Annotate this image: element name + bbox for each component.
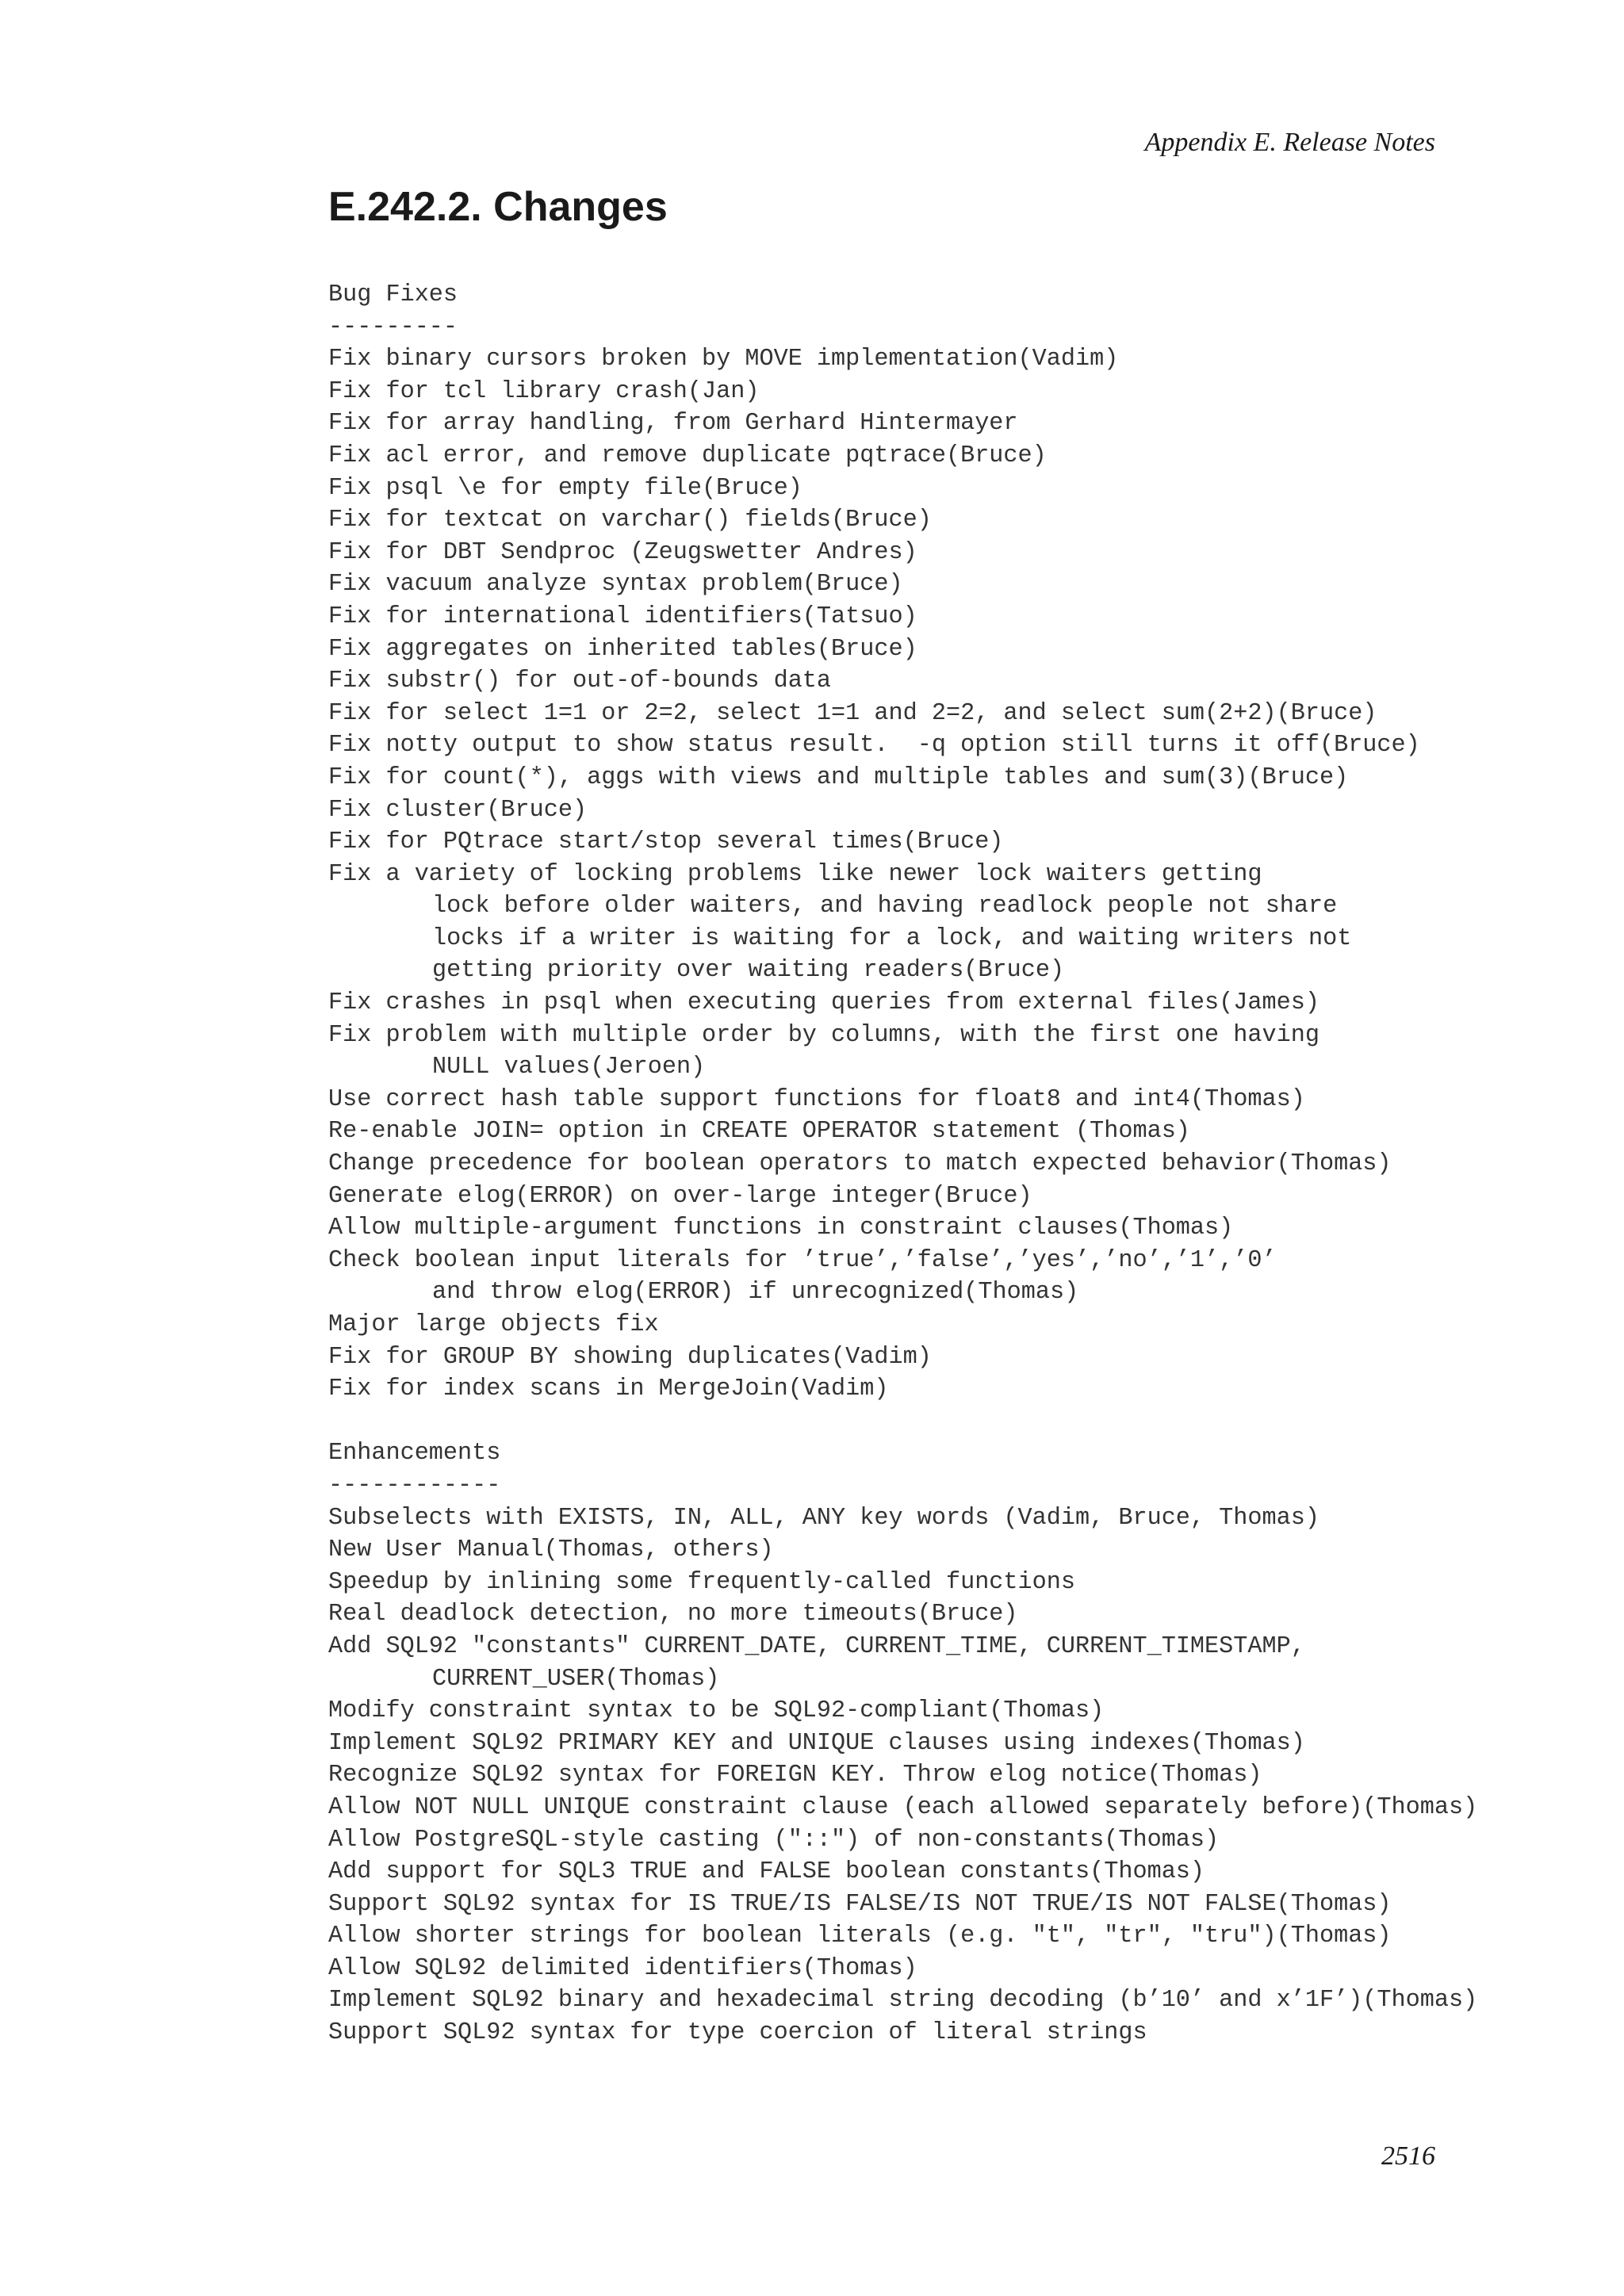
list-item-text: New User Manual(Thomas, others) bbox=[328, 1536, 774, 1564]
list-item bbox=[328, 440, 1477, 473]
list-item-text: Fix substr() for out-of-bounds data bbox=[328, 668, 832, 695]
list-item bbox=[328, 987, 1477, 1020]
list-item-continuation: and throw elog(ERROR) if unrecognized(Thomas) bbox=[432, 1279, 1079, 1307]
list-item-text: Recognize SQL92 syntax for FOREIGN KEY. Throw elog notice(Thomas) bbox=[328, 1762, 1262, 1789]
list-item bbox=[328, 1567, 1477, 1599]
list-item-text: Support SQL92 syntax for IS TRUE/IS FALSE/IS NOT TRUE/IS NOT FALSE(Thomas) bbox=[328, 1890, 1392, 1918]
list-item bbox=[328, 1984, 1477, 2017]
list-item-text: Fix binary cursors broken by MOVE implementation(Vadim) bbox=[328, 346, 1119, 373]
enhancements-heading: Enhancements bbox=[328, 1440, 501, 1468]
list-item bbox=[328, 1759, 1477, 1792]
list-item-text: Add support for SQL3 TRUE and FALSE boolean constants(Thomas) bbox=[328, 1858, 1205, 1886]
list-item-text: Fix for DBT Sendproc (Zeugswetter Andres) bbox=[328, 538, 917, 566]
list-item-text: Fix problem with multiple order by columns, with the first one having bbox=[328, 1021, 1320, 1049]
list-item bbox=[328, 1309, 1477, 1341]
list-item-text: Fix aggregates on inherited tables(Bruce) bbox=[328, 635, 917, 663]
list-item bbox=[328, 1373, 1477, 1406]
list-item bbox=[328, 1856, 1477, 1888]
list-item-text: Fix for tcl library crash(Jan) bbox=[328, 377, 760, 405]
list-item bbox=[328, 1728, 1477, 1760]
list-item-text: Check boolean input literals for ’true’,’false’,’yes’,’no’,’1’,’0’ bbox=[328, 1246, 1277, 1274]
list-item bbox=[328, 601, 1477, 633]
list-item-text: Fix a variety of locking problems like newer lock waiters getting bbox=[328, 860, 1262, 888]
list-item bbox=[328, 633, 1477, 666]
list-item-text: Allow multiple-argument functions in constraint clauses(Thomas) bbox=[328, 1215, 1234, 1242]
release-notes-body bbox=[328, 279, 1477, 2049]
list-item bbox=[328, 1181, 1477, 1213]
running-header: Appendix E. Release Notes bbox=[1144, 128, 1435, 157]
list-item-text: Support SQL92 syntax for type coercion of literal strings bbox=[328, 2019, 1147, 2047]
list-item-text: Fix for count(*), aggs with views and multiple tables and sum(3)(Bruce) bbox=[328, 763, 1349, 791]
list-item-text: Real deadlock detection, no more timeouts(Bruce) bbox=[328, 1601, 1018, 1628]
list-item bbox=[328, 1792, 1477, 1824]
list-item-text: Add SQL92 "constants" CURRENT_DATE, CURRENT_TIME, CURRENT_TIMESTAMP, bbox=[328, 1632, 1305, 1660]
list-item bbox=[328, 1148, 1477, 1181]
list-item-text: Major large objects fix bbox=[328, 1311, 659, 1338]
list-item bbox=[328, 504, 1477, 537]
list-item-continuation: lock before older waiters, and having readlock people not share bbox=[432, 893, 1338, 920]
list-item-text: Fix cluster(Bruce) bbox=[328, 796, 588, 824]
list-item bbox=[328, 1020, 1477, 1084]
list-item bbox=[328, 1245, 1477, 1309]
list-item-continuation: getting priority over waiting readers(Bruce) bbox=[432, 957, 1065, 985]
list-item-text: Speedup by inlining some frequently-called functions bbox=[328, 1568, 1076, 1596]
list-item-text: Generate elog(ERROR) on over-large integer(Bruce) bbox=[328, 1182, 1032, 1210]
list-item bbox=[328, 665, 1477, 698]
list-item-text: Fix notty output to show status result. -q option still turns it off(Bruce) bbox=[328, 732, 1420, 760]
bug-fixes-heading: Bug Fixes bbox=[328, 281, 458, 308]
list-item bbox=[328, 1631, 1477, 1695]
list-item-text: Allow PostgreSQL-style casting ("::") of non-constants(Thomas) bbox=[328, 1826, 1220, 1854]
list-item-text: Modify constraint syntax to be SQL92-compliant(Thomas) bbox=[328, 1697, 1105, 1725]
list-item-text: Fix vacuum analyze syntax problem(Bruce) bbox=[328, 571, 903, 599]
list-item bbox=[328, 729, 1477, 762]
list-item bbox=[328, 1502, 1477, 1535]
list-item bbox=[328, 1598, 1477, 1631]
list-item-continuation: locks if a writer is waiting for a lock, and waiting writers not bbox=[432, 924, 1352, 952]
list-item bbox=[328, 1212, 1477, 1245]
list-item-text: Fix for GROUP BY showing duplicates(Vadim) bbox=[328, 1343, 932, 1371]
list-item bbox=[328, 1888, 1477, 1921]
list-item-text: Implement SQL92 PRIMARY KEY and UNIQUE clauses using indexes(Thomas) bbox=[328, 1729, 1305, 1757]
list-item bbox=[328, 1953, 1477, 1985]
list-item bbox=[328, 859, 1477, 987]
list-item bbox=[328, 698, 1477, 730]
list-item-text: Allow NOT NULL UNIQUE constraint clause (each allowed separately before)(Thomas) bbox=[328, 1793, 1478, 1821]
page-number: 2516 bbox=[1381, 2141, 1435, 2171]
list-item bbox=[328, 762, 1477, 794]
list-item-text: Fix for select 1=1 or 2=2, select 1=1 and 2=2, and select sum(2+2)(Bruce) bbox=[328, 699, 1377, 727]
list-item-text: Allow shorter strings for boolean literals (e.g. "t", "tr", "tru")(Thomas) bbox=[328, 1923, 1392, 1950]
enhancements-list bbox=[328, 1502, 1477, 2049]
list-item bbox=[328, 1534, 1477, 1567]
list-item-text: Re-enable JOIN= option in CREATE OPERATOR statement (Thomas) bbox=[328, 1118, 1190, 1146]
list-item-text: Use correct hash table support functions for float8 and int4(Thomas) bbox=[328, 1085, 1305, 1113]
list-item-text: Fix for index scans in MergeJoin(Vadim) bbox=[328, 1376, 889, 1403]
list-item bbox=[328, 343, 1477, 376]
list-item-text: Fix psql \e for empty file(Bruce) bbox=[328, 474, 802, 502]
list-item-text: Subselects with EXISTS, IN, ALL, ANY key words (Vadim, Bruce, Thomas) bbox=[328, 1504, 1320, 1532]
list-item bbox=[328, 473, 1477, 505]
section-title: E.242.2. Changes bbox=[328, 184, 668, 230]
list-item-text: Fix for PQtrace start/stop several times(Bruce) bbox=[328, 828, 1004, 856]
list-item bbox=[328, 408, 1477, 440]
list-item-text: Fix acl error, and remove duplicate pqtrace(Bruce) bbox=[328, 442, 1047, 469]
list-item bbox=[328, 568, 1477, 601]
list-item bbox=[328, 1824, 1477, 1857]
list-item bbox=[328, 1084, 1477, 1116]
enhancements-underline: ------------ bbox=[328, 1471, 501, 1499]
list-item bbox=[328, 2017, 1477, 2049]
list-item bbox=[328, 1920, 1477, 1953]
list-item bbox=[328, 537, 1477, 569]
list-item-text: Implement SQL92 binary and hexadecimal string decoding (b’10’ and x’1F’)(Thomas) bbox=[328, 1987, 1478, 2015]
list-item-text: Fix for international identifiers(Tatsuo) bbox=[328, 603, 917, 630]
list-item bbox=[328, 376, 1477, 408]
list-item bbox=[328, 1341, 1477, 1374]
bug-fixes-underline: --------- bbox=[328, 313, 458, 341]
bug-fixes-list bbox=[328, 343, 1477, 1406]
list-item bbox=[328, 1115, 1477, 1148]
list-item bbox=[328, 1695, 1477, 1728]
list-item bbox=[328, 794, 1477, 827]
list-item-text: Change precedence for boolean operators to match expected behavior(Thomas) bbox=[328, 1150, 1392, 1178]
list-item-text: Fix crashes in psql when executing queries from external files(James) bbox=[328, 989, 1320, 1017]
list-item-continuation: NULL values(Jeroen) bbox=[432, 1054, 706, 1081]
list-item bbox=[328, 826, 1477, 859]
list-item-continuation: CURRENT_USER(Thomas) bbox=[432, 1665, 720, 1693]
section-spacer bbox=[328, 1406, 1477, 1438]
list-item-text: Fix for array handling, from Gerhard Hintermayer bbox=[328, 410, 1018, 438]
list-item-text: Allow SQL92 delimited identifiers(Thomas) bbox=[328, 1954, 917, 1982]
list-item-text: Fix for textcat on varchar() fields(Bruce) bbox=[328, 507, 932, 534]
